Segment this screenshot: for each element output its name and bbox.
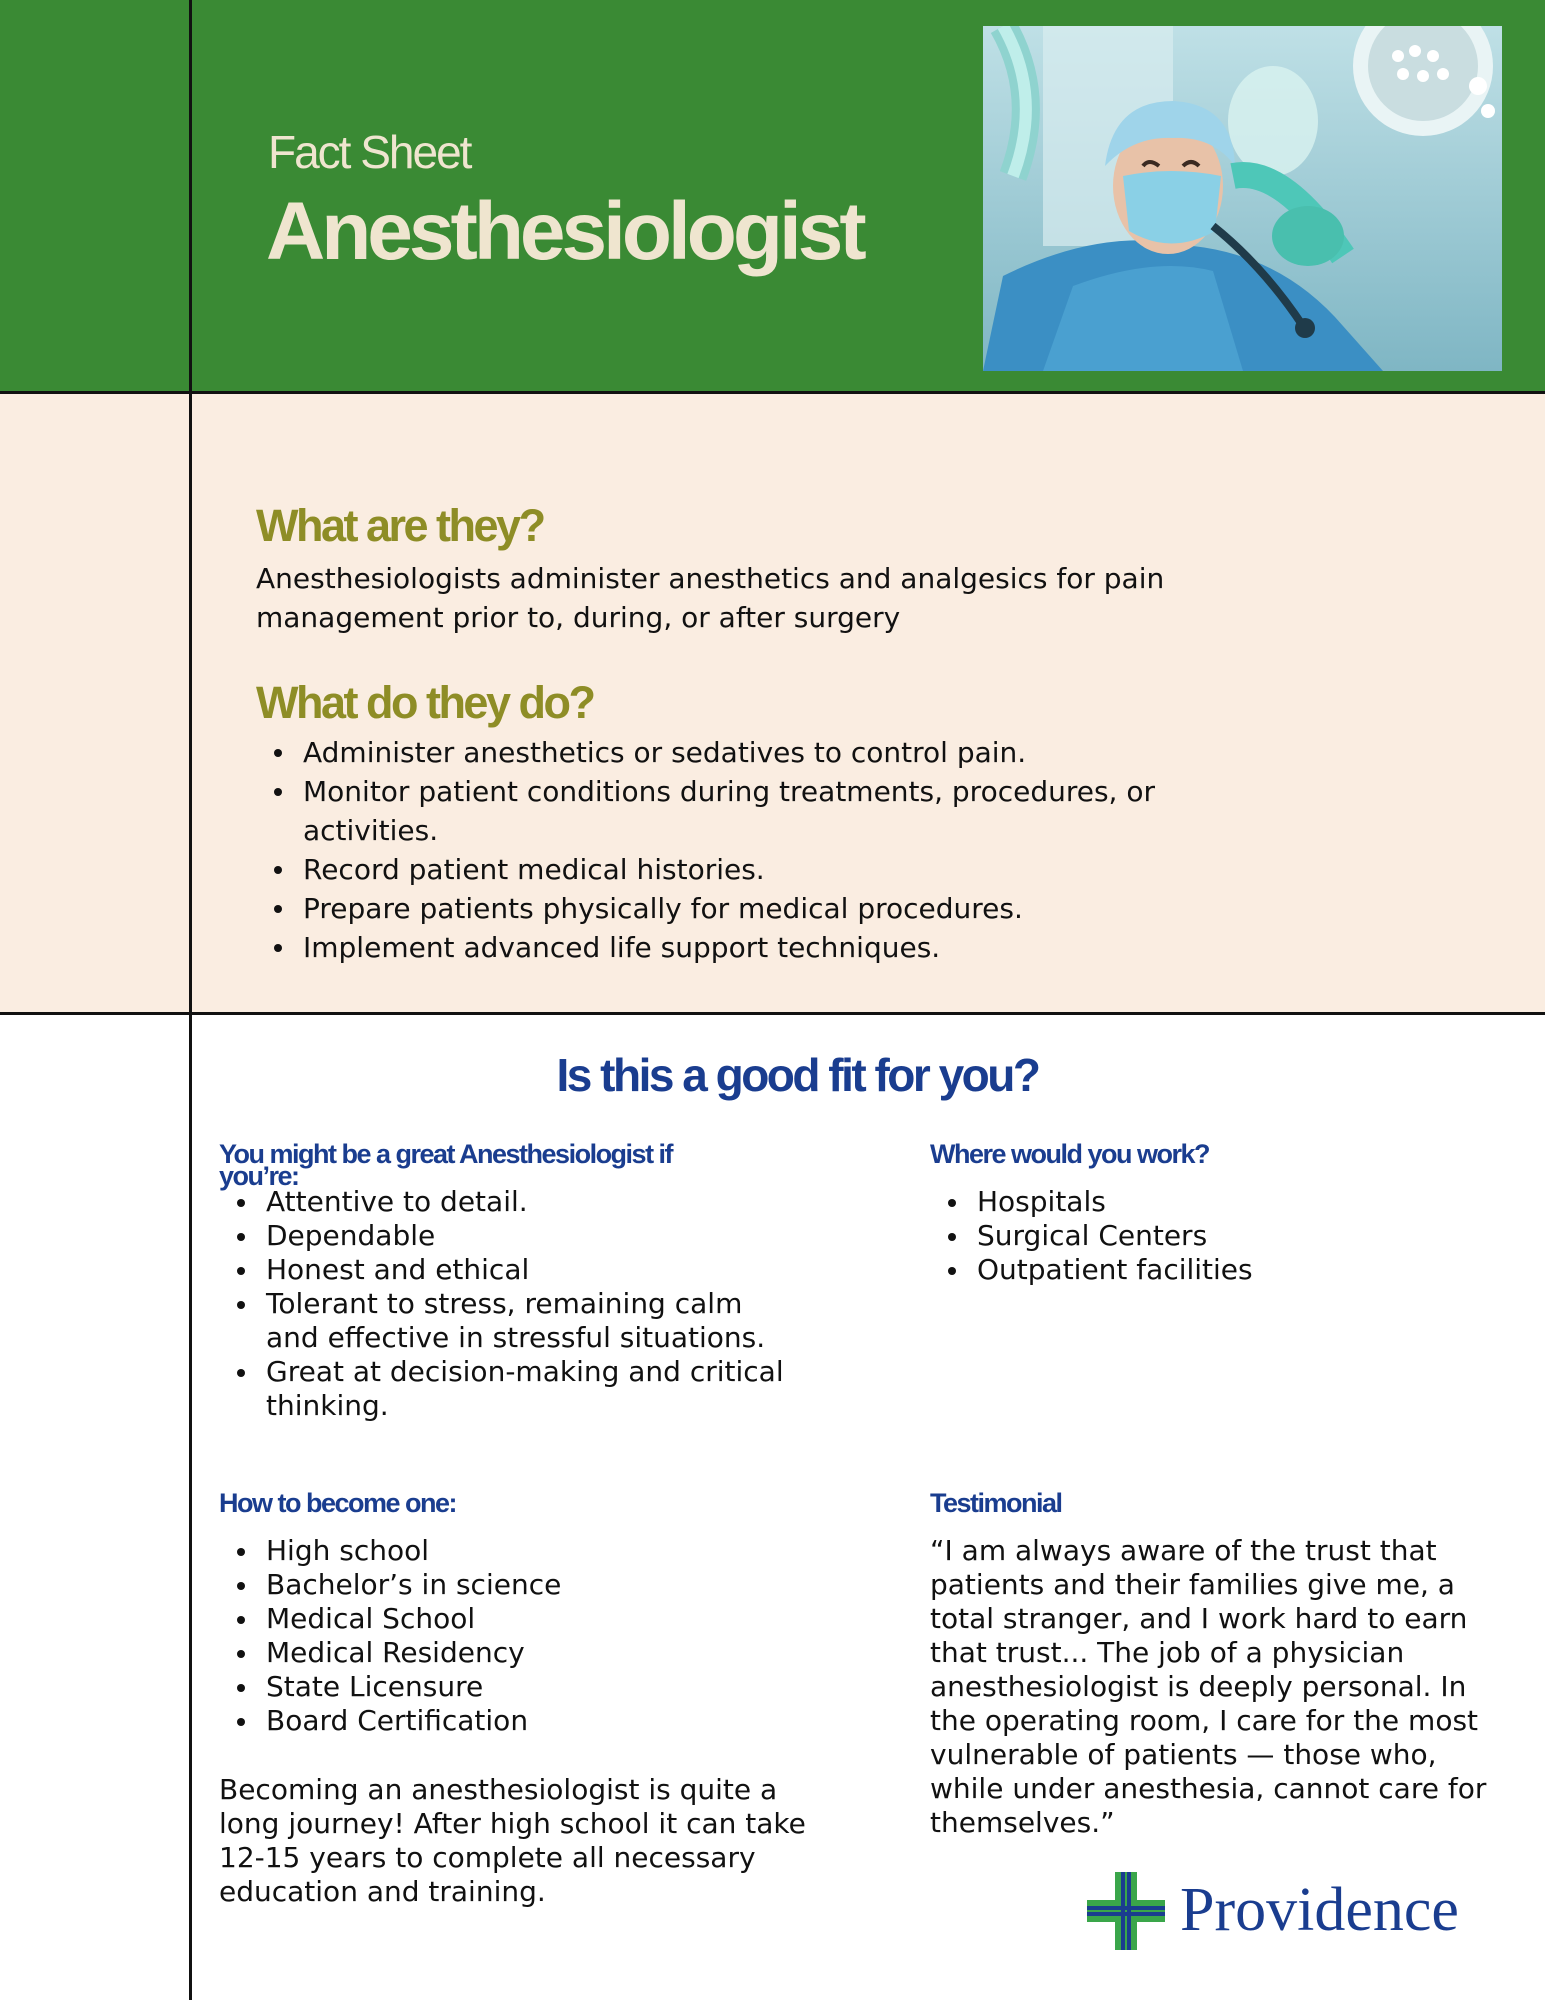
list-item: High school bbox=[219, 1534, 819, 1568]
list-item: Hospitals bbox=[930, 1185, 1490, 1219]
divider-middle bbox=[0, 1012, 1545, 1015]
list-item: Bachelor’s in science bbox=[219, 1568, 819, 1602]
traits-heading: You might be a great Anesthesiologist if you’re: bbox=[219, 1139, 673, 1191]
traits-list bbox=[219, 1185, 819, 1423]
list-item: Monitor patient conditions during treatments, procedures, or activities. bbox=[256, 772, 1196, 850]
page-title: Anesthesiologist bbox=[266, 186, 863, 277]
testimonial-quote: “I am always aware of the trust that patients and their families give me, a total stranger, and I work hard to earn that trust... The job of a physician anesthesiologist is deeply personal. In the operating room, I care for the most vulnerable of patients — those who, while under anesthesia, cannot care for themselves.” bbox=[930, 1534, 1487, 1839]
anesthesiologist-photo bbox=[983, 26, 1502, 371]
list-item: Medical Residency bbox=[219, 1636, 819, 1670]
list-item: Administer anesthetics or sedatives to control pain. bbox=[256, 733, 1196, 772]
divider-vertical bbox=[189, 0, 192, 2000]
list-item: Prepare patients physically for medical procedures. bbox=[256, 889, 1196, 928]
list-item: Honest and ethical bbox=[219, 1253, 819, 1287]
list-item: Tolerant to stress, remaining calm and effective in stressful situations. bbox=[219, 1287, 786, 1355]
list-item: State Licensure bbox=[219, 1670, 819, 1704]
duties-list bbox=[256, 733, 1196, 967]
list-item: Great at decision-making and critical thinking. bbox=[219, 1355, 826, 1423]
what-are-they-text: Anesthesiologists administer anesthetics and analgesics for pain management prior to, during, or after surgery bbox=[256, 562, 1165, 634]
list-item: Surgical Centers bbox=[930, 1219, 1490, 1253]
list-item: Record patient medical histories. bbox=[256, 850, 1196, 889]
list-item: Attentive to detail. bbox=[219, 1185, 819, 1219]
list-item: Dependable bbox=[219, 1219, 819, 1253]
list-item: Implement advanced life support techniques. bbox=[256, 928, 1196, 967]
list-item: Outpatient facilities bbox=[930, 1253, 1490, 1287]
what-do-they-do-heading: What do they do? bbox=[256, 677, 594, 728]
what-are-they-heading: What are they? bbox=[256, 500, 544, 551]
work-heading: Where would you work? bbox=[930, 1139, 1210, 1169]
good-fit-heading: Is this a good fit for you? bbox=[556, 1049, 1039, 1101]
journey-text: Becoming an anesthesiologist is quite a long journey! After high school it can take 12-15 years to complete all necessary education and training. bbox=[219, 1773, 806, 1908]
fact-sheet-label: Fact Sheet bbox=[268, 126, 471, 178]
become-steps-list bbox=[219, 1534, 819, 1738]
list-item: Medical School bbox=[219, 1602, 819, 1636]
become-heading: How to become one: bbox=[219, 1488, 457, 1518]
providence-cross-icon bbox=[1087, 1872, 1165, 1950]
list-item: Board Certification bbox=[219, 1704, 819, 1738]
divider-top bbox=[0, 391, 1545, 394]
providence-logo-text: Providence bbox=[1180, 1876, 1459, 1944]
work-places-list bbox=[930, 1185, 1490, 1287]
testimonial-heading: Testimonial bbox=[930, 1488, 1062, 1518]
